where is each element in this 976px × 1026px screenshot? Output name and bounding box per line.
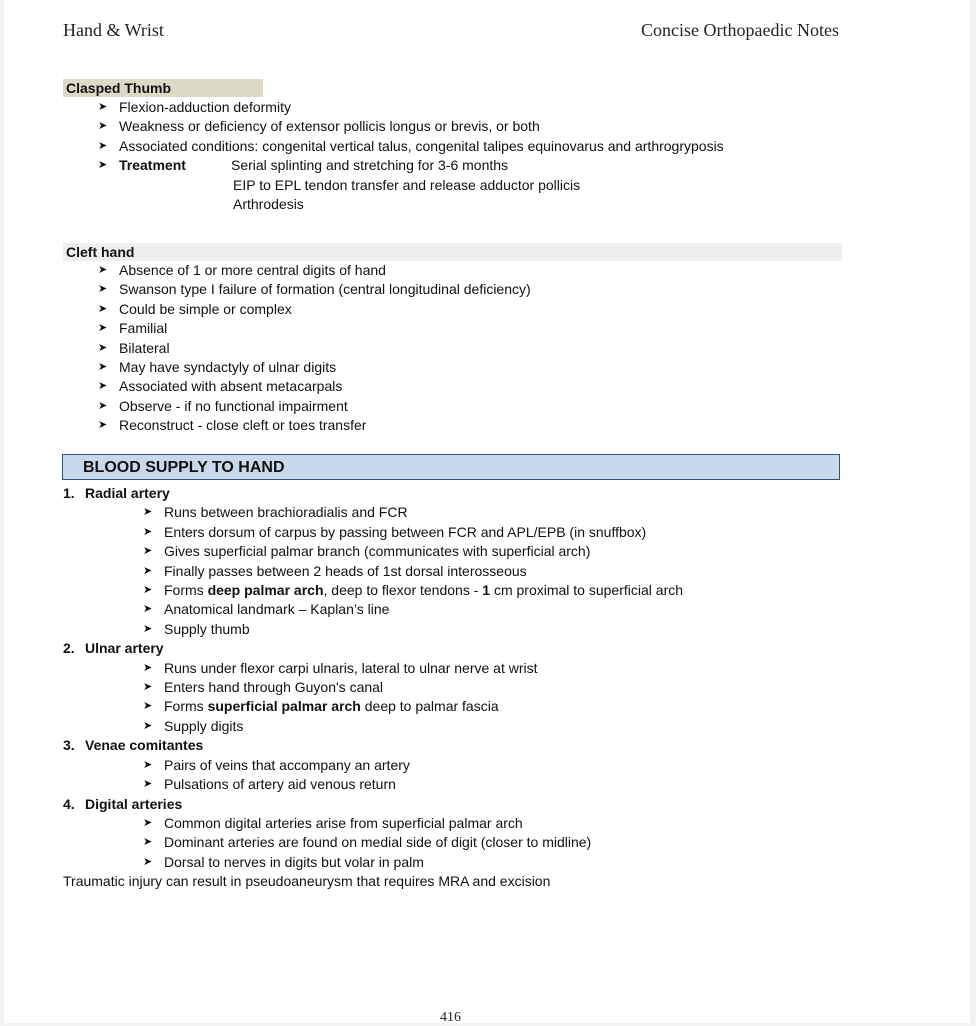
list-item: ➤ Bilateral — [119, 339, 842, 358]
blood-supply-section — [63, 484, 683, 892]
list-item: ➤ Could be simple or complex — [119, 300, 842, 319]
list-item: ➤ Common digital arteries arise from superficial palmar arch — [164, 814, 683, 833]
arrow-bullet-icon: ➤ — [143, 816, 153, 829]
arrow-bullet-icon: ➤ — [143, 564, 153, 577]
cleft-hand-title: Cleft hand — [63, 243, 842, 261]
arrow-bullet-icon: ➤ — [143, 778, 153, 791]
treatment-line: EIP to EPL tendon transfer and release adductor pollicis — [233, 176, 581, 193]
list-item: ➤ Familial — [119, 319, 842, 338]
arrow-bullet-icon: ➤ — [98, 302, 108, 315]
running-header-left: Hand & Wrist — [63, 20, 164, 40]
list-item: ➤ Gives superficial palmar branch (communicates with superficial arch) — [164, 542, 683, 561]
arrow-bullet-icon: ➤ — [143, 681, 153, 694]
list-item: ➤ Forms superficial palmar arch deep to palmar fascia — [164, 697, 683, 716]
list-item: ➤ Pairs of veins that accompany an artery — [164, 756, 683, 775]
arrow-bullet-icon: ➤ — [98, 120, 108, 133]
list-item: ➤ Associated conditions: congenital vertical talus, congenital talipes equinovarus and arthrogryposis — [119, 137, 724, 156]
arrow-bullet-icon: ➤ — [143, 584, 153, 597]
arrow-bullet-icon: ➤ — [98, 419, 108, 432]
list-item: ➤ Supply thumb — [164, 620, 683, 639]
arrow-bullet-icon: ➤ — [98, 341, 108, 354]
list-item: ➤ Flexion-adduction deformity — [119, 98, 724, 117]
document-page — [4, 0, 970, 1023]
numbered-heading: 2. Ulnar artery — [63, 640, 164, 657]
clasped-thumb-section — [63, 79, 724, 214]
arrow-bullet-icon: ➤ — [98, 361, 108, 374]
clasped-thumb-list — [98, 98, 724, 176]
list-item: ➤ Enters dorsum of carpus by passing between FCR and APL/EPB (in snuffbox) — [164, 523, 683, 542]
arrow-bullet-icon: ➤ — [143, 545, 153, 558]
list-item: ➤ Weakness or deficiency of extensor pollicis longus or brevis, or both — [119, 117, 724, 136]
arrow-bullet-icon: ➤ — [143, 836, 153, 849]
digital-arteries-list — [143, 814, 683, 872]
arrow-bullet-icon: ➤ — [98, 380, 108, 393]
list-item: ➤ Forms deep palmar arch, deep to flexor tendons - 1 cm proximal to superficial arch — [164, 581, 683, 600]
list-item: ➤ Swanson type I failure of formation (central longitudinal deficiency) — [119, 280, 842, 299]
list-item: ➤ Runs between brachioradialis and FCR — [164, 503, 683, 522]
running-header-right: Concise Orthopaedic Notes — [641, 20, 839, 40]
list-item: ➤ Runs under flexor carpi ulnaris, lateral to ulnar nerve at wrist — [164, 659, 683, 678]
arrow-bullet-icon: ➤ — [143, 506, 153, 519]
arrow-bullet-icon: ➤ — [143, 661, 153, 674]
treatment-line: Serial splinting and stretching for 3-6 months — [231, 157, 509, 174]
list-item: ➤ Enters hand through Guyon's canal — [164, 678, 683, 697]
numbered-heading: 4. Digital arteries — [63, 795, 183, 812]
arrow-bullet-icon: ➤ — [143, 622, 153, 635]
numbered-heading: 1. Radial artery — [63, 485, 170, 501]
cleft-hand-list — [98, 261, 842, 436]
arrow-bullet-icon: ➤ — [143, 719, 153, 732]
arrow-bullet-icon: ➤ — [98, 139, 108, 152]
arrow-bullet-icon: ➤ — [98, 399, 108, 412]
numbered-heading: 3. Venae comitantes — [63, 737, 204, 754]
arrow-bullet-icon: ➤ — [143, 700, 153, 713]
footer-note: Traumatic injury can result in pseudoaneurysm that requires MRA and excision — [63, 873, 551, 890]
arrow-bullet-icon: ➤ — [143, 525, 153, 538]
clasped-thumb-title: Clasped Thumb — [63, 79, 263, 97]
list-item: ➤ Anatomical landmark – Kaplan’s line — [164, 600, 683, 619]
list-item: ➤ Supply digits — [164, 717, 683, 736]
radial-artery-list — [143, 503, 684, 639]
page-number: 416 — [440, 1010, 461, 1025]
arrow-bullet-icon: ➤ — [98, 159, 108, 172]
list-item: ➤ Dorsal to nerves in digits but volar in palm — [164, 853, 683, 872]
cleft-hand-section — [63, 243, 842, 436]
list-item: ➤ Dominant arteries are found on medial side of digit (closer to midline) — [164, 833, 683, 852]
arrow-bullet-icon: ➤ — [98, 322, 108, 335]
arrow-bullet-icon: ➤ — [143, 758, 153, 771]
list-item: ➤ Pulsations of artery aid venous return — [164, 775, 683, 794]
list-item: ➤ May have syndactyly of ulnar digits — [119, 358, 842, 377]
arrow-bullet-icon: ➤ — [143, 855, 153, 868]
arrow-bullet-icon: ➤ — [98, 283, 108, 296]
treatment-item — [98, 156, 724, 175]
list-item: ➤ Finally passes between 2 heads of 1st dorsal interosseous — [164, 562, 683, 581]
list-item: ➤ Reconstruct - close cleft or toes transfer — [119, 416, 842, 435]
treatment-label: Treatment — [119, 157, 186, 174]
list-item: ➤ Observe - if no functional impairment — [119, 397, 842, 416]
treatment-line: Arthrodesis — [233, 196, 304, 213]
venae-comitantes-list — [143, 756, 683, 795]
list-item: ➤ Absence of 1 or more central digits of hand — [119, 261, 842, 280]
arrow-bullet-icon: ➤ — [98, 101, 108, 113]
list-item: ➤ Associated with absent metacarpals — [119, 377, 842, 396]
ulnar-artery-list — [143, 659, 683, 737]
arrow-bullet-icon: ➤ — [98, 264, 108, 276]
blood-supply-heading: BLOOD SUPPLY TO HAND — [62, 454, 840, 480]
arrow-bullet-icon: ➤ — [143, 603, 153, 616]
